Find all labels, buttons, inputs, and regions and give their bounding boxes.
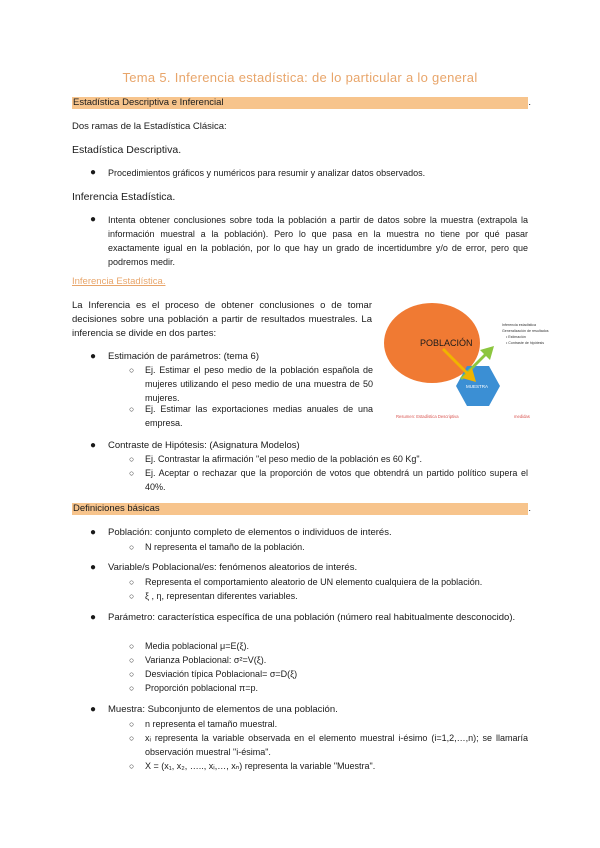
legend-line: Inferencia estadística: [502, 323, 536, 327]
page-title: Tema 5. Inferencia estadística: de lo particular a lo general: [122, 70, 478, 85]
bullet-icon: ●: [90, 612, 97, 623]
list-item: ● Contraste de Hipótesis: (Asignatura Modelos): [90, 440, 300, 451]
sub-list-item: ○ Representa el comportamiento aleatorio de UN elemento cualquiera de la población.: [129, 577, 483, 587]
inferencial-heading: Inferencia Estadística.: [72, 191, 176, 203]
list-item: ● Procedimientos gráficos y numéricos para resumir y analizar datos observados.: [90, 167, 426, 178]
circle-bullet-icon: ○: [129, 577, 135, 587]
circle-bullet-icon: ○: [129, 655, 135, 665]
legend-line: Generalización de resultados: [502, 329, 549, 333]
circle-bullet-icon: ○: [129, 591, 135, 601]
intro-text: Dos ramas de la Estadística Clásica:: [72, 121, 227, 132]
circle-bullet-icon: ○: [129, 404, 135, 414]
circle-bullet-icon: ○: [129, 454, 135, 464]
bullet-icon: ●: [90, 167, 97, 178]
circle-bullet-icon: ○: [129, 733, 135, 743]
section-header-descriptiva-inferencial: Estadística Descriptiva e Inferencial .: [73, 97, 531, 108]
circle-bullet-icon: ○: [129, 683, 135, 693]
descriptiva-heading: Estadística Descriptiva.: [72, 144, 182, 156]
list-item: ● Estimación de parámetros: (tema 6): [90, 351, 260, 362]
legend-line: • Estimación: [506, 335, 526, 339]
bullet-icon: ●: [90, 351, 97, 362]
sub-list-item: ○ n representa el tamaño muestral.: [129, 719, 278, 729]
sub-list-item: ○ ξ , η, representan diferentes variables.: [129, 591, 298, 601]
circle-bullet-icon: ○: [129, 761, 135, 771]
circle-bullet-icon: ○: [129, 468, 135, 478]
sub-list-item: ○ Ej. Contrastar la afirmación "el peso medio de la población es 60 Kg".: [129, 454, 423, 464]
sub-list-item: ○ Ej. Estimar las exportaciones medias anuales de una empresa.: [129, 404, 373, 428]
circle-bullet-icon: ○: [129, 669, 135, 679]
circle-bullet-icon: ○: [129, 641, 135, 651]
bullet-icon: ●: [90, 704, 97, 715]
list-item: ● Intenta obtener conclusiones sobre toda la población a partir de datos sobre la muestra (extrapola la información muestral a la población). Pero lo que pasa en la muestra no tiene por qué pasar exactamente igual en la población, por lo que hay un grado de incertidumbre y/o de error, pero que podremos medir.: [90, 214, 528, 267]
bullet-icon: ●: [90, 562, 97, 573]
circle-bullet-icon: ○: [129, 542, 135, 552]
sub-list-item: ○ xᵢ representa la variable observada en el elemento muestral i-ésimo (i=1,2,…,n); se llamaría observación muestral "i-ésima".: [129, 733, 528, 757]
inferencia-paragraph: La Inferencia es el proceso de obtener conclusiones o de tomar decisiones sobre una población a partir de resultados muestrales. La inferencia se divide en dos partes:: [72, 300, 372, 339]
poblacion-muestra-diagram: [382, 298, 582, 428]
list-item: ● Muestra: Subconjunto de elementos de una población.: [90, 704, 338, 715]
list-item: ● Variable/s Poblacional/es: fenómenos aleatorios de interés.: [90, 562, 358, 573]
sub-list-item: ○ Proporción poblacional π=p.: [129, 683, 259, 693]
sub-list-item: ○ Desviación típica Poblacional= σ=D(ξ): [129, 669, 298, 679]
muestra-label: MUESTRA: [466, 384, 489, 389]
list-item: ● Parámetro: característica específica de una población (número real habitualmente desconocido).: [90, 612, 516, 623]
sub-list-item: ○ Varianza Poblacional: σ²=V(ξ).: [129, 655, 267, 665]
sub-list-item: ○ Media poblacional μ=E(ξ).: [129, 641, 250, 651]
bullet-icon: ●: [90, 440, 97, 451]
sub-list-item: ○ Ej. Aceptar o rechazar que la proporción de votos que obtendrá un partido político supera el 40%.: [129, 468, 528, 492]
sub-list-item: ○ X = (x₁, x₂, ….., xᵢ,…, xₙ) representa la variable "Muestra".: [129, 761, 376, 771]
poblacion-label: POBLACIÓN: [420, 338, 473, 348]
bullet-icon: ●: [90, 527, 97, 538]
circle-bullet-icon: ○: [129, 365, 135, 375]
list-item: ● Población: conjunto completo de elementos o individuos de interés.: [90, 527, 392, 538]
legend-line: • Contraste de hipótesis: [506, 341, 545, 345]
diagram-footer-left: Resumen: Estadística Descriptiva: [396, 414, 459, 419]
sub-list-item: ○ N representa el tamaño de la población.: [129, 542, 305, 552]
sub-list-item: ○ Ej. Estimar el peso medio de la población española de mujeres utilizando el peso medio de una muestra de 50 mujeres.: [129, 365, 373, 403]
diagram-footer-right: medidas: [514, 414, 530, 419]
inferencia-link[interactable]: Inferencia Estadística.: [72, 276, 166, 287]
bullet-icon: ●: [90, 214, 97, 225]
circle-bullet-icon: ○: [129, 719, 135, 729]
section-header-definiciones: Definiciones básicas .: [73, 503, 531, 514]
